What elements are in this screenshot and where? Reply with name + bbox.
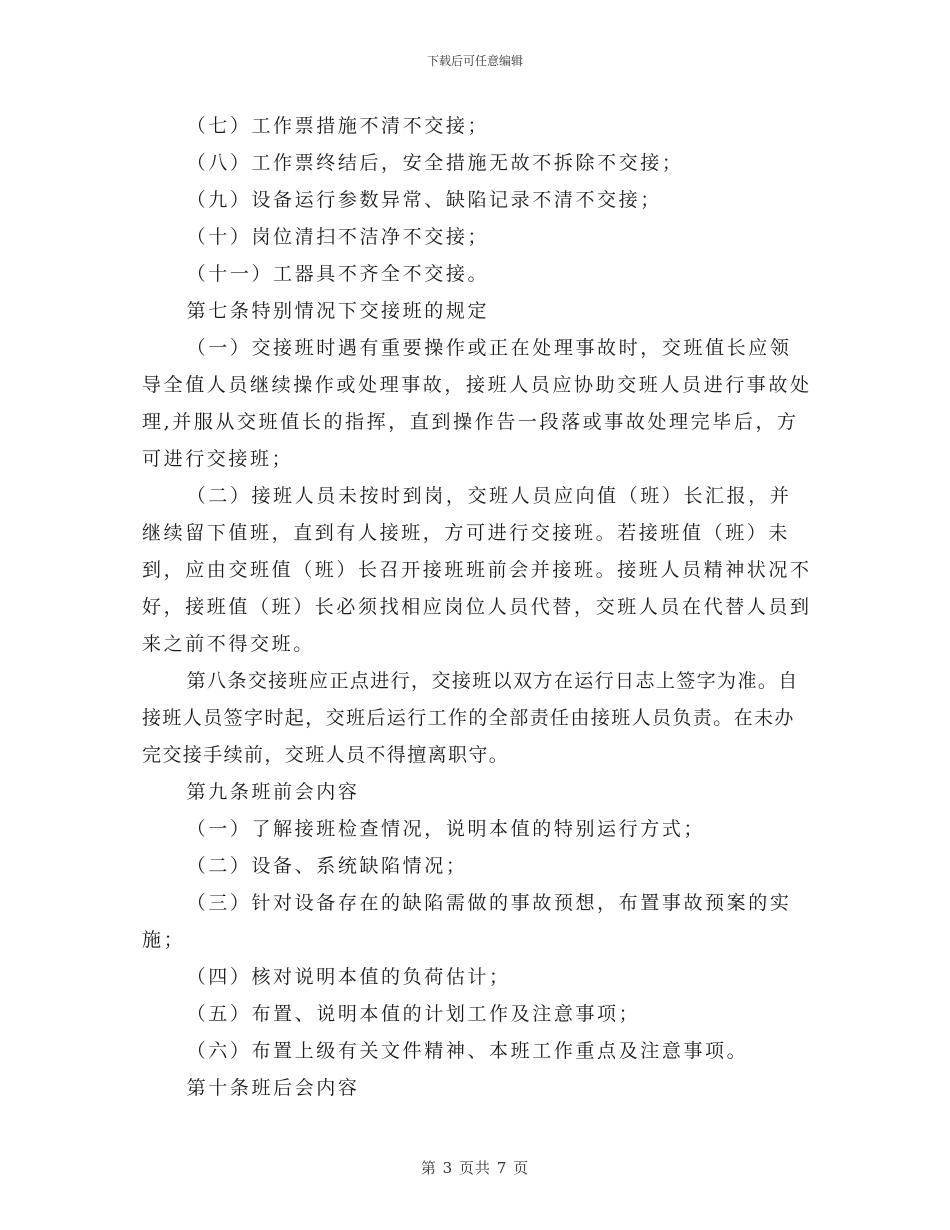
article-8: 第八条交接班应正点进行，交接班以双方在运行日志上签字为准。自接班人员签字时起，交班后运行工作的全部责任由接班人员负责。在未办完交接手续前，交班人员不得擅离职守。 (142, 670, 799, 766)
paragraph-item-9: （九）设备运行参数异常、缺陷记录不清不交接； (186, 189, 662, 211)
page-header: 下载后可任意编辑 (426, 54, 523, 68)
article-9-clause-1: （一）了解接班检查情况，说明本值的特别运行方式； (186, 818, 706, 840)
article-7-clause-1: （一）交接班时遇有重要操作或正在处理事故时，交班值长应领导全值人员继续操作或处理事故，接班人员应协助交班人员进行事故处理,并服从交班值长的指挥，直到操作告一段落或事故处理完毕后，方可进行交接班； (142, 337, 812, 470)
article-9-clause-4: （四）核对说明本值的负荷估计； (186, 966, 511, 988)
article-9-clause-6: （六）布置上级有关文件精神、本班工作重点及注意事项。 (186, 1040, 749, 1062)
article-9-clause-5: （五）布置、说明本值的计划工作及注意事项； (186, 1003, 641, 1025)
paragraph-item-8: （八）工作票终结后，安全措施无故不拆除不交接； (186, 152, 684, 174)
article-9-heading: 第九条班前会内容 (186, 781, 360, 803)
article-9-clause-3: （三）针对设备存在的缺陷需做的事故预想，布置事故预案的实施； (142, 892, 792, 951)
paragraph-item-11: （十一）工器具不齐全不交接。 (186, 263, 490, 285)
paragraph-item-7: （七）工作票措施不清不交接； (186, 115, 490, 137)
article-7-clause-2: （二）接班人员未按时到岗，交班人员应向值（班）长汇报，并继续留下值班，直到有人接班，方可进行交接班。若接班值（班）未到，应由交班值（班）长召开接班班前会并接班。接班人员精神状况不好，接班值（班）长必须找相应岗位人员代替，交班人员在代替人员到来之前不得交班。 (142, 485, 812, 655)
article-9-clause-2: （二）设备、系统缺陷情况； (186, 855, 468, 877)
page-number: 第 3 页共 7 页 (420, 1159, 530, 1177)
paragraph-item-10: （十）岗位清扫不洁净不交接； (186, 226, 490, 248)
document-body (142, 108, 812, 1107)
article-10-heading: 第十条班后会内容 (186, 1077, 360, 1099)
article-7-heading: 第七条特别情况下交接班的规定 (186, 300, 490, 322)
